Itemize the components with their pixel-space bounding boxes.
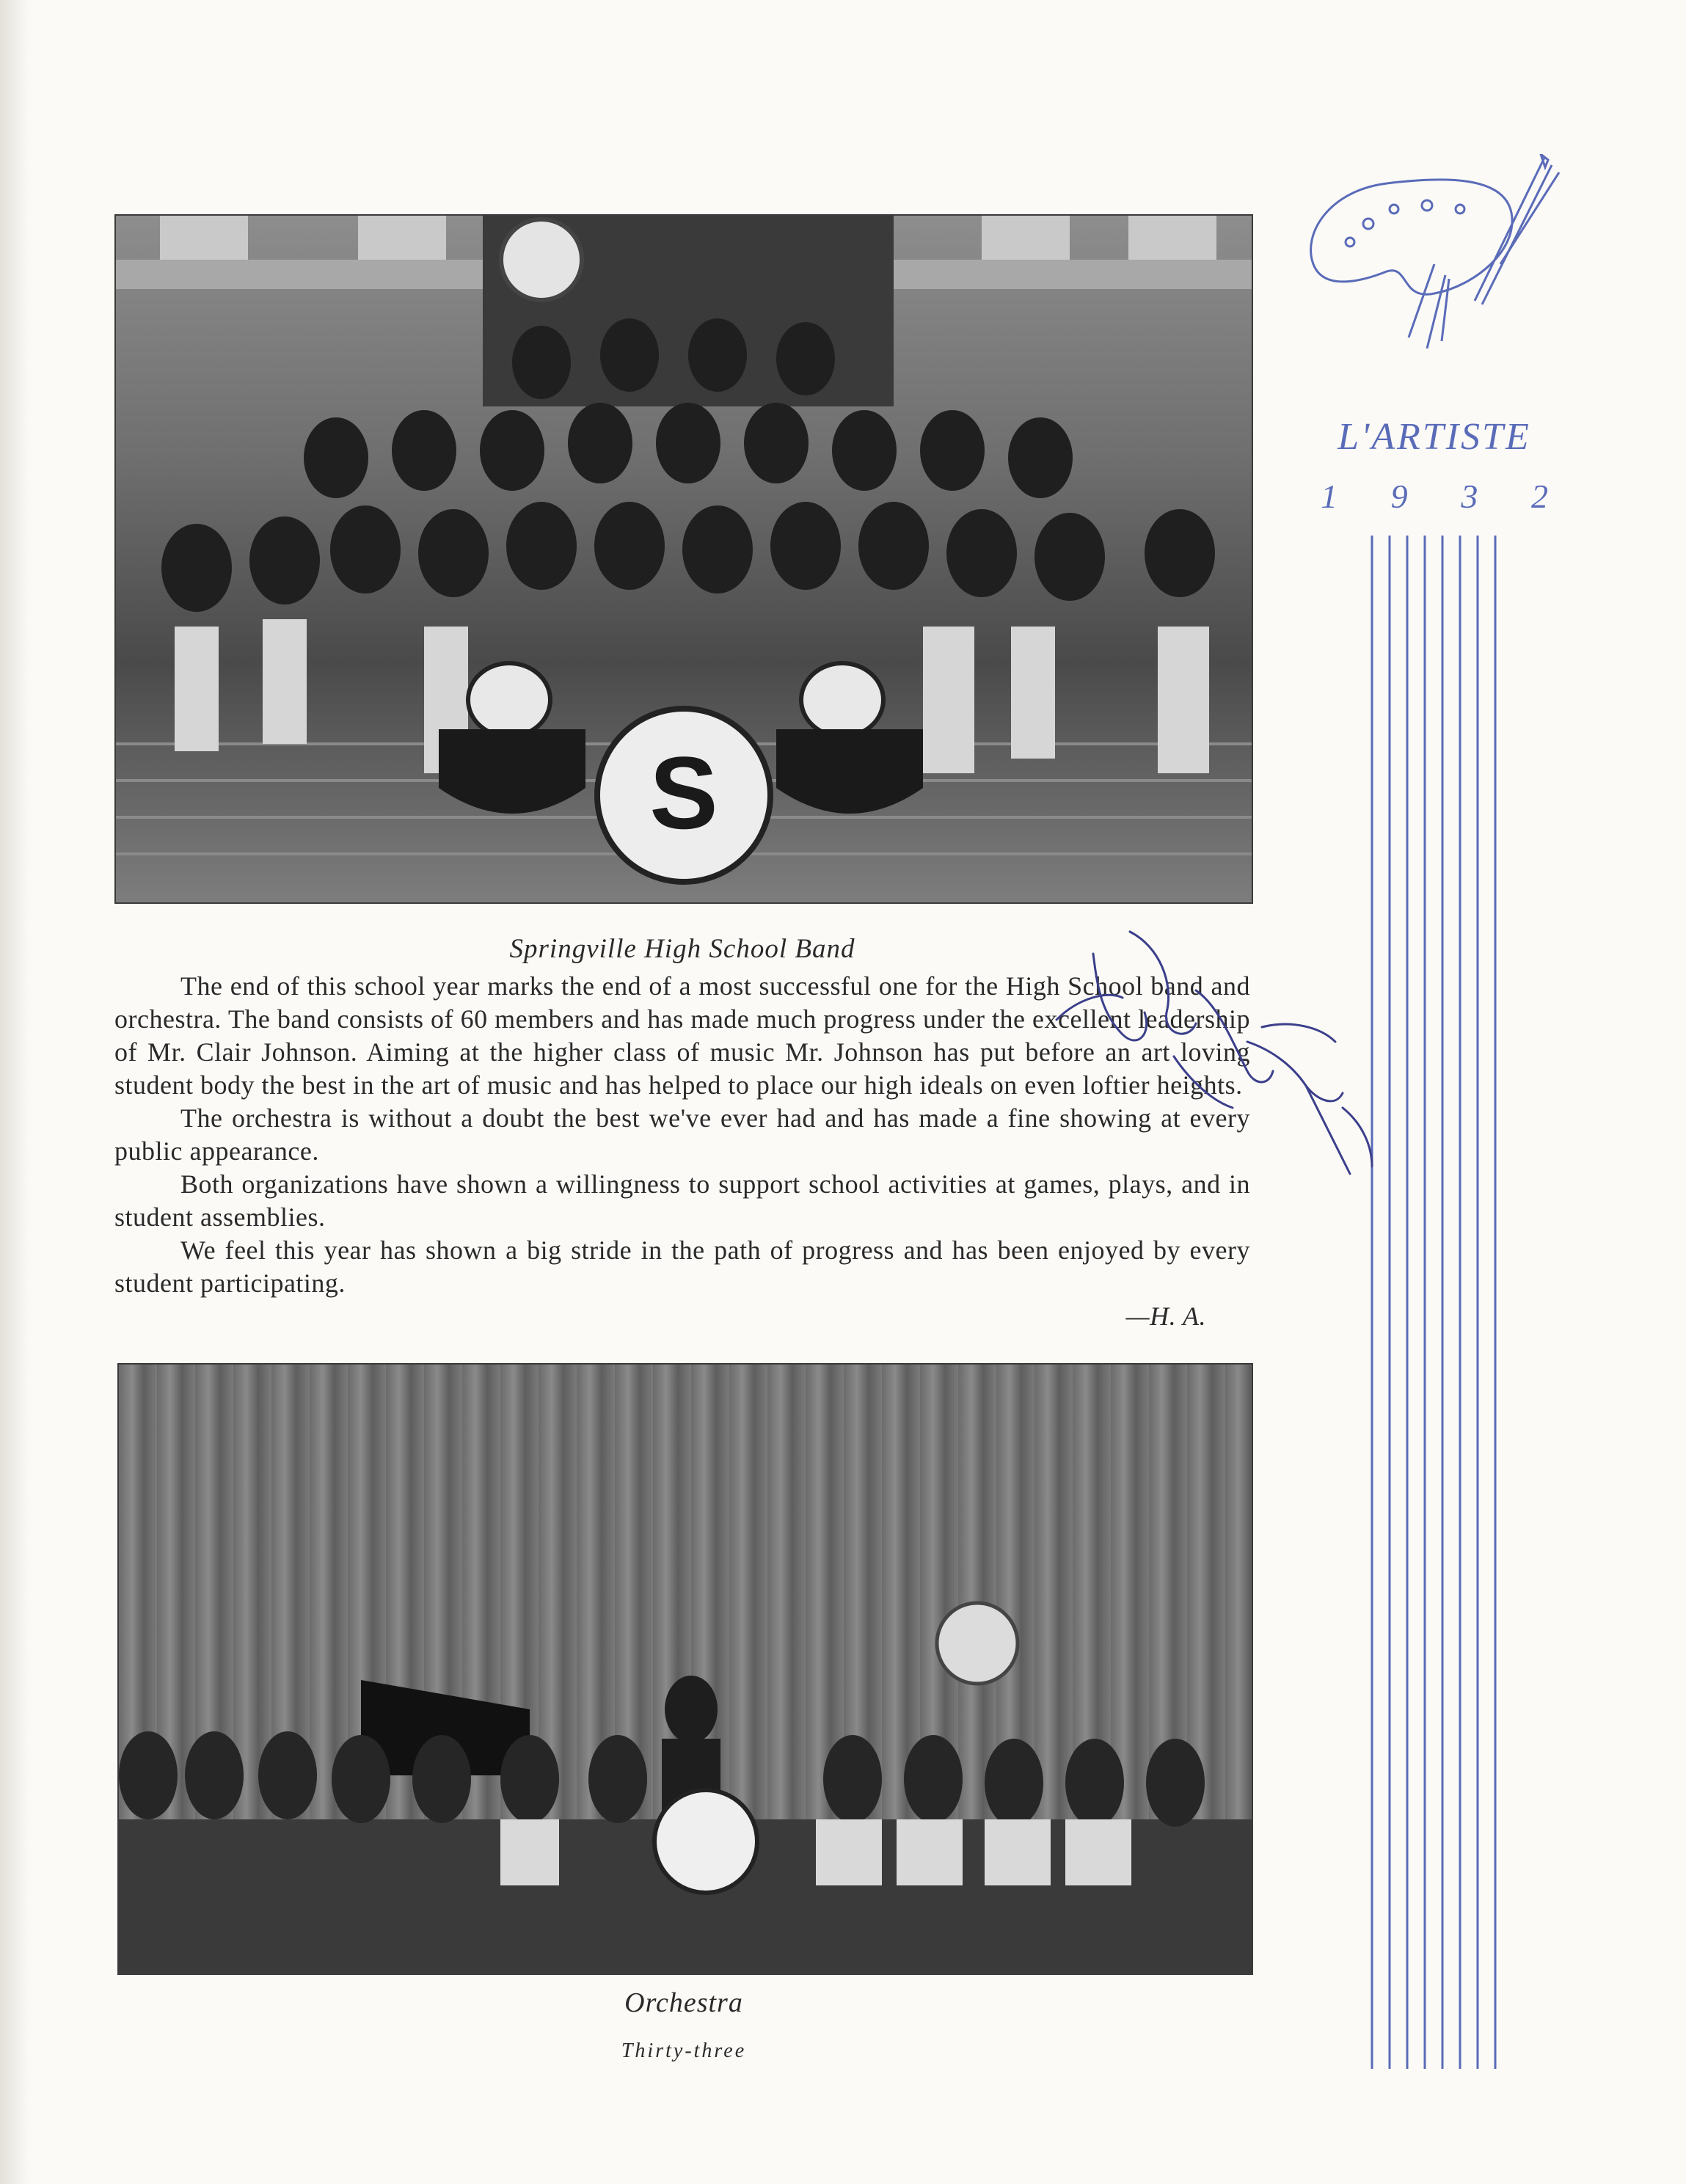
- orchestra-photo: [117, 1363, 1253, 1975]
- page-number: Thirty-three: [621, 2039, 747, 2062]
- publication-title: L'ARTISTE: [1338, 416, 1531, 458]
- year-digit: 2: [1530, 478, 1548, 515]
- publication-year: [1321, 477, 1548, 516]
- artist-palette-icon: [1299, 154, 1570, 396]
- page-binding-shadow: [0, 0, 29, 2184]
- band-photo-illustration: [116, 216, 1252, 902]
- band-photo-caption: Springville High School Band: [509, 934, 855, 964]
- svg-text:S: S: [649, 735, 718, 850]
- decorative-staff-lines: [1366, 536, 1513, 2069]
- paragraph-4: We feel this year has shown a big stride in the path of progress and has been enjoyed by every student participating.: [114, 1235, 1250, 1298]
- orchestra-photo-caption: Orchestra: [624, 1987, 743, 2018]
- paragraph-3: Both organizations have shown a willingness to support school activities at games, plays, and in student assemblies.: [114, 1169, 1250, 1232]
- year-digit: 1: [1321, 478, 1338, 515]
- orchestra-photo-illustration: [119, 1365, 1252, 1973]
- signature-row: [114, 1300, 1250, 1333]
- author-initials: —H. A.: [1125, 1301, 1206, 1331]
- paragraph-1: The end of this school year marks the end of a most successful one for the High School band and orchestra. The band consists of 60 members and has made much progress under the excellent leadership of Mr. Clair Johnson. Aiming at the higher class of music Mr. Johnson has put before an art loving student body the best in the art of music and has helped to place our high ideals on even loftier heights.: [114, 971, 1250, 1100]
- band-photo: [114, 214, 1253, 904]
- year-digit: 9: [1390, 478, 1408, 515]
- year-digit: 3: [1461, 478, 1478, 515]
- paragraph-2: The orchestra is without a doubt the best we've ever had and has made a fine showing at every public appearance.: [114, 1103, 1250, 1166]
- handwritten-autograph: [1027, 866, 1394, 1203]
- closing-row: [114, 1234, 1250, 1300]
